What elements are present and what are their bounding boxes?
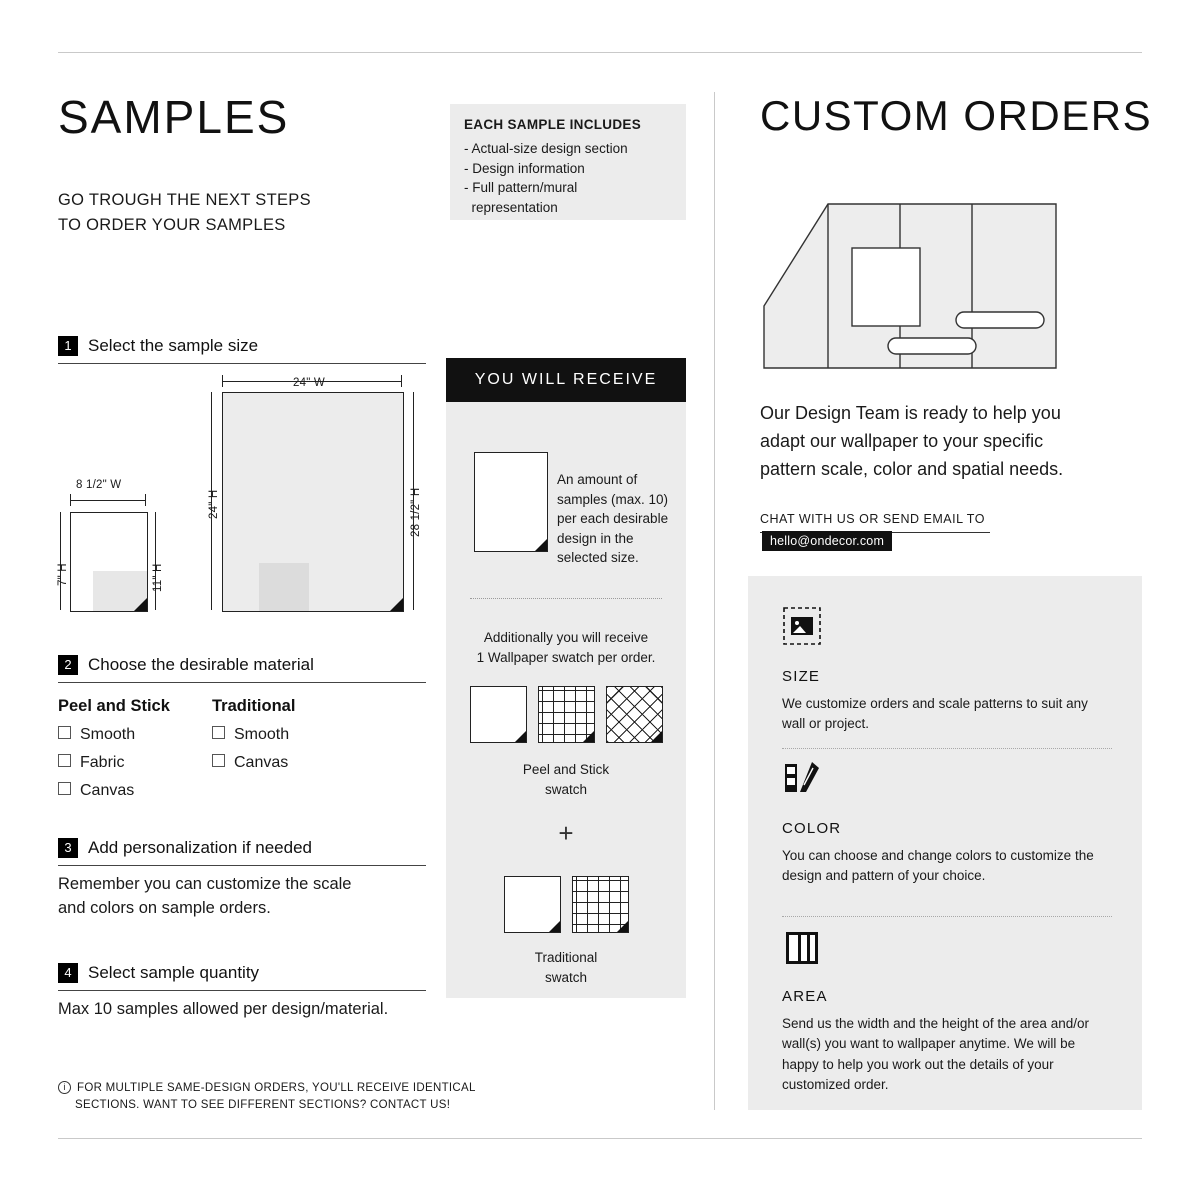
- swatch-corner: [651, 731, 662, 742]
- custom-body-line2: adapt our wallpaper to your specific: [760, 430, 1044, 451]
- swatch-plain-traditional: [504, 876, 561, 933]
- area-panels-icon: [782, 928, 822, 968]
- feature-size: [782, 668, 1112, 735]
- color-palette-icon: [782, 758, 822, 798]
- swatch-hatch-peel: [606, 686, 663, 743]
- small-width-cap-left: [70, 494, 71, 506]
- each-sample-includes-list: [464, 139, 679, 217]
- custom-body-line1: Our Design Team is ready to help you: [760, 403, 1061, 423]
- additional-note-line2: 1 Wallpaper swatch per order.: [476, 650, 656, 666]
- large-width-cap-left: [222, 375, 223, 387]
- material-group-title: Traditional: [212, 697, 296, 715]
- large-height-right-label: 28 1/2" H: [410, 487, 422, 537]
- feature-text: We customize orders and scale patterns to suit any wall or project.: [782, 696, 1088, 732]
- checkbox-label: Canvas: [80, 782, 135, 799]
- sample-sheet-corner: [535, 539, 547, 551]
- step-3-text-line1: Remember you can customize the scale: [58, 875, 352, 893]
- step-3-text-line2: and colors on sample orders.: [58, 899, 271, 918]
- checkbox-peel-canvas[interactable]: [58, 782, 208, 800]
- small-sample-swatch: [70, 512, 148, 612]
- custom-body-line3: pattern scale, color and spatial needs.: [760, 458, 1064, 479]
- divider-dotted-1: [470, 598, 662, 599]
- feature-title: COLOR: [782, 820, 842, 837]
- step-3-number: 3: [58, 838, 78, 858]
- small-height-left-line: [60, 512, 61, 610]
- column-divider: [714, 92, 715, 1110]
- samples-subtitle: [58, 188, 311, 238]
- small-sample-corner: [134, 598, 147, 611]
- feature-text: You can choose and change colors to customize the design and pattern of your choice.: [782, 848, 1094, 884]
- checkbox-box[interactable]: [58, 782, 71, 795]
- swatch-grid-peel: [538, 686, 595, 743]
- feature-color: [782, 820, 1112, 887]
- bottom-rule: [58, 1138, 1142, 1139]
- you-will-receive-title: YOU WILL RECEIVE: [474, 371, 658, 388]
- footnote: [58, 1080, 578, 1115]
- top-rule: [58, 52, 1142, 53]
- checkbox-label: Canvas: [234, 754, 289, 771]
- step-3-label: Add personalization if needed: [88, 838, 312, 857]
- page-title-custom-orders: CUSTOM ORDERS: [760, 92, 1153, 139]
- list-item: - Full pattern/mural: [464, 180, 578, 196]
- you-will-receive-header: [446, 358, 686, 402]
- feature-text: Send us the width and the height of the area and/or wall(s) you want to wallpaper anytime. We will be happy to help you work out the details of your customized order.: [782, 1016, 1089, 1092]
- checkbox-box[interactable]: [212, 726, 225, 739]
- footnote-line1: FOR MULTIPLE SAME-DESIGN ORDERS, YOU'LL RECEIVE IDENTICAL: [77, 1082, 476, 1094]
- large-width-cap-right: [401, 375, 402, 387]
- step-2-label: Choose the desirable material: [88, 655, 314, 674]
- info-icon: i: [58, 1081, 71, 1094]
- sample-sheet-graphic: [474, 452, 548, 552]
- custom-orders-body: [760, 400, 1120, 484]
- traditional-caption-line2: swatch: [544, 969, 588, 985]
- material-group-title: Peel and Stick: [58, 697, 170, 715]
- small-width-cap-right: [145, 494, 146, 506]
- peel-caption-line2: swatch: [544, 781, 588, 797]
- small-width-label: 8 1/2" W: [76, 479, 122, 491]
- small-height-right-line: [155, 512, 156, 610]
- checkbox-label: Fabric: [80, 754, 125, 771]
- checkbox-box[interactable]: [212, 754, 225, 767]
- small-width-line: [70, 500, 146, 501]
- checkbox-peel-smooth[interactable]: [58, 726, 208, 744]
- feature-area: [782, 988, 1112, 1095]
- step-2-underline: [58, 682, 426, 683]
- checkbox-label: Smooth: [80, 726, 136, 743]
- feature-title: AREA: [782, 988, 828, 1005]
- step-2-number: 2: [58, 655, 78, 675]
- checkbox-box[interactable]: [58, 726, 71, 739]
- large-sample-fill: [259, 563, 309, 611]
- swatch-corner: [549, 921, 560, 932]
- list-item: representation: [464, 199, 558, 215]
- additional-swatch-note: [456, 628, 676, 669]
- checkbox-traditional-smooth[interactable]: [212, 726, 362, 744]
- step-4-number: 4: [58, 963, 78, 983]
- step-3-underline: [58, 865, 426, 866]
- feature-divider-2: [782, 916, 1112, 917]
- step-1-header: [58, 336, 426, 356]
- swatch-corner: [515, 731, 526, 742]
- small-height-right-label: 11" H: [152, 563, 164, 592]
- plus-icon: +: [558, 818, 574, 848]
- step-4-underline: [58, 990, 426, 991]
- peel-and-stick-swatch-caption: [446, 760, 686, 799]
- step-4-header: [58, 963, 426, 983]
- traditional-caption-line1: Traditional: [534, 950, 598, 965]
- step-1-label: Select the sample size: [88, 336, 259, 355]
- large-height-left-label: 24" H: [208, 489, 220, 519]
- material-group-traditional: [212, 697, 362, 782]
- large-sample-swatch: [222, 392, 404, 612]
- feature-title: SIZE: [782, 668, 821, 685]
- feature-divider-1: [782, 748, 1112, 749]
- swatch-corner: [617, 921, 628, 932]
- samples-subtitle-line1: GO TROUGH THE NEXT STEPS: [58, 191, 311, 209]
- material-group-peel-and-stick: [58, 697, 208, 810]
- swatch-grid-traditional: [572, 876, 629, 933]
- image-frame-icon: [782, 606, 822, 646]
- samples-subtitle-line2: TO ORDER YOUR SAMPLES: [58, 215, 286, 234]
- step-1-number: 1: [58, 336, 78, 356]
- step-3-header: [58, 838, 426, 858]
- step-3-text: [58, 872, 438, 921]
- chat-label: CHAT WITH US OR SEND EMAIL TO: [760, 512, 985, 526]
- swatch-plain-peel: [470, 686, 527, 743]
- large-width-label: 24" W: [293, 377, 325, 389]
- peel-caption-line1: Peel and Stick: [522, 762, 610, 777]
- checkbox-peel-fabric[interactable]: [58, 754, 208, 772]
- step-4-label: Select sample quantity: [88, 963, 260, 982]
- checkbox-label: Smooth: [234, 726, 290, 743]
- page-title-samples: SAMPLES: [58, 91, 290, 143]
- additional-note-line1: Additionally you will receive: [483, 630, 649, 645]
- list-item: - Actual-size design section: [464, 141, 628, 156]
- checkbox-box[interactable]: [58, 754, 71, 767]
- room-wall-illustration-icon: [760, 196, 1060, 376]
- email-link[interactable]: hello@ondecor.com: [762, 531, 892, 551]
- small-height-left-label: 7" H: [57, 563, 69, 586]
- traditional-swatch-caption: [446, 948, 686, 987]
- step-1-underline: [58, 363, 426, 364]
- list-item: - Design information: [464, 160, 585, 176]
- large-sample-corner: [390, 598, 403, 611]
- sample-sheet-description: An amount of samples (max. 10) per each desirable design in the selected size.: [557, 472, 669, 566]
- footnote-line2: SECTIONS. WANT TO SEE DIFFERENT SECTIONS? CONTACT US!: [75, 1099, 451, 1112]
- swatch-corner: [583, 731, 594, 742]
- each-sample-includes-title: EACH SAMPLE INCLUDES: [464, 117, 642, 132]
- checkbox-traditional-canvas[interactable]: [212, 754, 362, 772]
- step-4-text: Max 10 samples allowed per design/material.: [58, 1000, 389, 1018]
- step-2-header: [58, 655, 426, 675]
